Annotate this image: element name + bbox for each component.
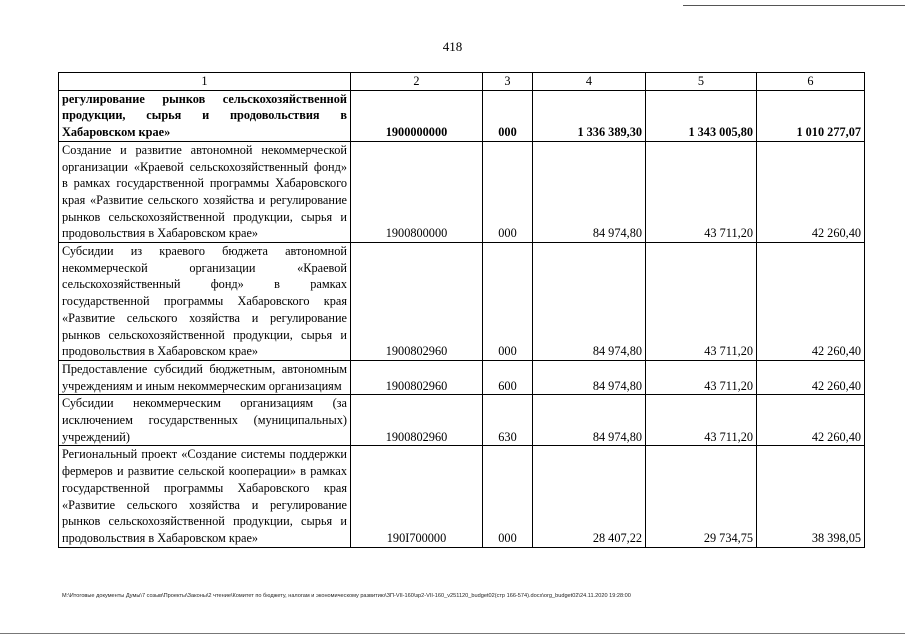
row-amount-col6: 42 260,40: [757, 141, 865, 242]
row-amount-col6: 38 398,05: [757, 446, 865, 547]
row-amount-col5: 43 711,20: [646, 395, 757, 446]
row-amount-col5: 1 343 005,80: [646, 90, 757, 141]
row-expense-type: 000: [483, 446, 533, 547]
table-row: [59, 360, 865, 394]
top-edge-line: [683, 5, 905, 6]
row-description: регулирование рынков сельскохозяйственной продукции, сырья и продовольствия в Хабаровском крае»: [59, 90, 351, 141]
row-amount-col4: 84 974,80: [533, 360, 646, 394]
row-target-code: 1900802960: [351, 360, 483, 394]
row-description: Субсидии из краевого бюджета автономной некоммерческой организации «Краевой сельскохозяйственный фонд» в рамках государственной программы Хабаровского края «Развитие сельского хозяйства и регулирование рынков сельскохозяйственной продукции, сырья и продовольствия в Хабаровском крае»: [59, 243, 351, 361]
row-amount-col4: 84 974,80: [533, 243, 646, 361]
row-description: Субсидии некоммерческим организациям (за исключением государственных (муниципальных) учреждений): [59, 395, 351, 446]
row-target-code: 1900000000: [351, 90, 483, 141]
row-expense-type: 000: [483, 141, 533, 242]
row-target-code: 1900800000: [351, 141, 483, 242]
header-col-5: 5: [646, 73, 757, 91]
row-amount-col5: 43 711,20: [646, 141, 757, 242]
row-description: Создание и развитие автономной некоммерческой организации «Краевой сельскохозяйственный фонд» в рамках государственной программы Хабаровского края «Развитие сельского хозяйства и регулирование рынков сельскохозяйственной продукции, сырья и продовольствия в Хабаровском крае»: [59, 141, 351, 242]
header-col-4: 4: [533, 73, 646, 91]
row-expense-type: 630: [483, 395, 533, 446]
row-amount-col4: 1 336 389,30: [533, 90, 646, 141]
row-description: Региональный проект «Создание системы поддержки фермеров и развитие сельской кооперации» в рамках государственной программы Хабаровского края «Развитие сельского хозяйства и регулирование рынков сельскохозяйственной продукции, сырья и продовольствия в Хабаровском крае»: [59, 446, 351, 547]
row-amount-col6: 1 010 277,07: [757, 90, 865, 141]
row-expense-type: 000: [483, 243, 533, 361]
row-expense-type: 600: [483, 360, 533, 394]
row-amount-col5: 43 711,20: [646, 243, 757, 361]
footer-file-path: M:\Итоговые документы Думы\7 созыв\Проекты\Законы\2 чтение\Комитет по бюджету, налогам и экономическому развитию\ЗП-VII-160\зр2-VII-160_v251120_budget02(стр 166-574).docx\org_budget02\24.11.2020 19:28:00: [62, 593, 631, 599]
page-number: 418: [442, 39, 463, 54]
table-row: [59, 446, 865, 547]
row-target-code: 1900802960: [351, 395, 483, 446]
table-row: [59, 141, 865, 242]
row-amount-col5: 43 711,20: [646, 360, 757, 394]
row-amount-col6: 42 260,40: [757, 360, 865, 394]
table-header-row: [59, 73, 865, 91]
table-row: [59, 395, 865, 446]
row-target-code: 190I700000: [351, 446, 483, 547]
table-row: [59, 90, 865, 141]
row-description: Предоставление субсидий бюджетным, автономным учреждениям и иным некоммерческим организациям: [59, 360, 351, 394]
bottom-edge-line: [0, 633, 905, 634]
row-amount-col4: 28 407,22: [533, 446, 646, 547]
header-col-3: 3: [483, 73, 533, 91]
row-amount-col6: 42 260,40: [757, 395, 865, 446]
header-col-6: 6: [757, 73, 865, 91]
row-amount-col5: 29 734,75: [646, 446, 757, 547]
row-target-code: 1900802960: [351, 243, 483, 361]
row-amount-col4: 84 974,80: [533, 141, 646, 242]
row-amount-col6: 42 260,40: [757, 243, 865, 361]
header-col-2: 2: [351, 73, 483, 91]
table-row: [59, 243, 865, 361]
budget-table: [58, 72, 865, 548]
row-expense-type: 000: [483, 90, 533, 141]
row-amount-col4: 84 974,80: [533, 395, 646, 446]
header-col-1: 1: [59, 73, 351, 91]
